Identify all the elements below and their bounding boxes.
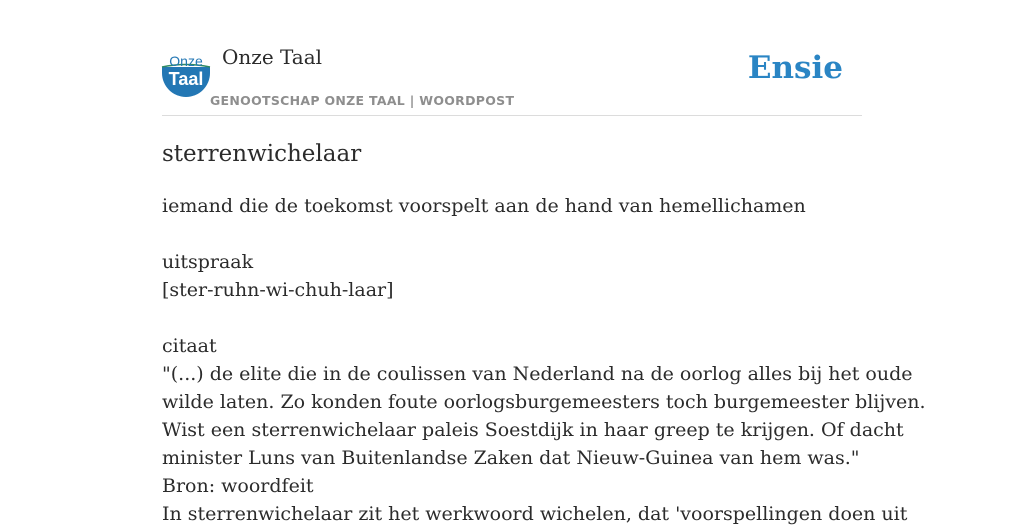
entry-term: sterrenwichelaar <box>162 141 362 167</box>
etymology-note: In sterrenwichelaar zit het werkwoord wichelen, dat 'voorspellingen doen uit <box>162 503 908 525</box>
quote-line: "(...) de elite die in de coulissen van Nederland na de oorlog alles bij het oude <box>162 363 913 385</box>
quote-line: minister Luns van Buitenlandse Zaken dat Nieuw-Guinea van hem was." <box>162 447 860 469</box>
spacer <box>162 220 862 248</box>
spacer <box>162 304 862 332</box>
ensie-brand-link[interactable]: Ensie <box>747 50 843 86</box>
page <box>162 0 926 525</box>
quote-label: citaat <box>162 335 217 357</box>
onze-taal-logo[interactable] <box>162 47 210 95</box>
quote-source: Bron: woordfeit <box>162 475 314 497</box>
pronunciation-label: uitspraak <box>162 251 254 273</box>
logo-text-onze: Onze <box>169 53 203 69</box>
entry-definition: iemand die de toekomst voorspelt aan de hand van hemellichamen <box>162 195 806 217</box>
logo-text-taal: Taal <box>168 69 204 89</box>
quote-line: Wist een sterrenwichelaar paleis Soestdijk in haar greep te krijgen. Of dacht <box>162 419 904 441</box>
site-subtitle: GENOOTSCHAP ONZE TAAL | WOORDPOST <box>210 93 515 108</box>
header <box>162 0 862 116</box>
entry-content <box>162 140 926 528</box>
site-name[interactable]: Onze Taal <box>222 45 323 69</box>
quote-line: wilde laten. Zo konden foute oorlogsburgemeesters toch burgemeester blijven. <box>162 391 926 413</box>
pronunciation-value: [ster-ruhn-wi-chuh-laar] <box>162 279 394 301</box>
